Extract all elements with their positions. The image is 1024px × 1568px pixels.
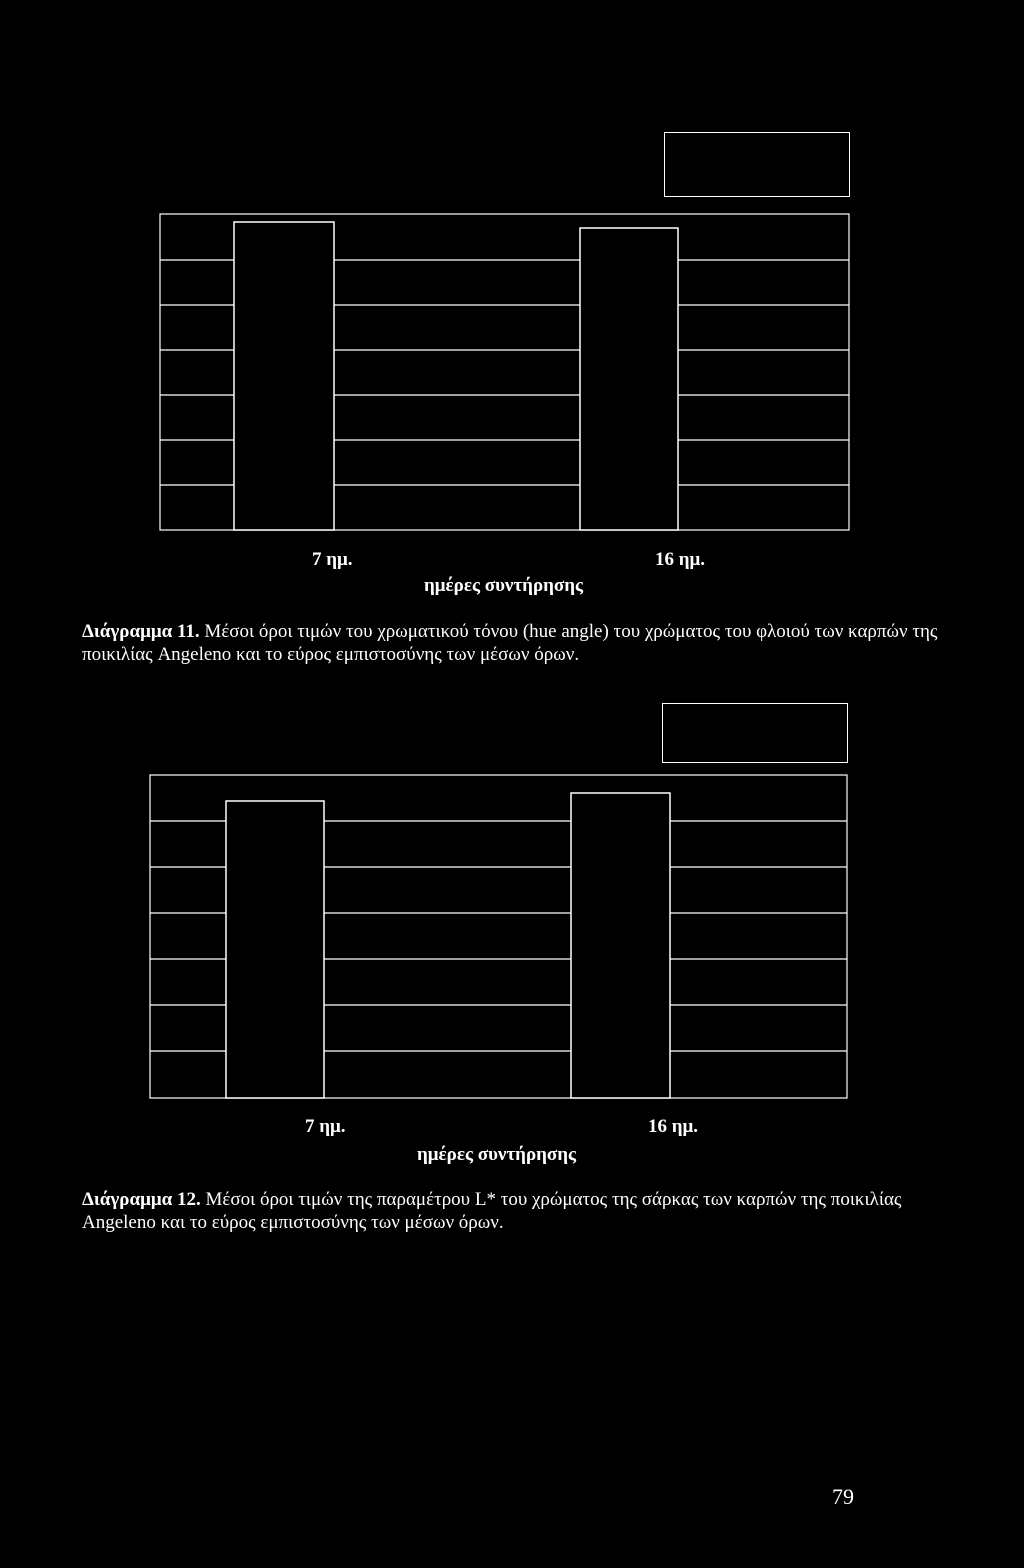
bar-7-days <box>234 222 334 530</box>
tick-label: 16 ημ. <box>655 549 706 570</box>
caption-text: Μέσοι όροι τιμών του χρωματικού τόνου (hue angle) του χρώματος του φλοιού των καρπών της ποικιλίας Angeleno και το εύρος εμπιστοσύνης των μέσων όρων. <box>82 621 938 665</box>
caption-label: Διάγραμμα 12. <box>82 1189 201 1210</box>
caption-text: Μέσοι όροι τιμών της παραμέτρου L* του χρώματος της σάρκας των καρπών της ποικιλίας Angeleno και το εύρος εμπιστοσύνης των μέσων όρων. <box>82 1189 902 1233</box>
page-number: 79 <box>832 1484 854 1509</box>
caption-label: Διάγραμμα 11. <box>82 621 200 642</box>
caption-11 <box>82 620 942 666</box>
tick-label: 16 ημ. <box>648 1116 699 1137</box>
tick-label: 7 ημ. <box>312 549 353 570</box>
caption-12 <box>82 1188 942 1234</box>
bar-16-days <box>580 228 678 530</box>
x-axis-label: ημέρες συντήρησης <box>424 575 584 596</box>
legend-2 <box>662 703 848 763</box>
legend-1 <box>664 132 850 197</box>
x-axis-label: ημέρες συντήρησης <box>417 1144 577 1165</box>
tick-label: 7 ημ. <box>305 1116 346 1137</box>
